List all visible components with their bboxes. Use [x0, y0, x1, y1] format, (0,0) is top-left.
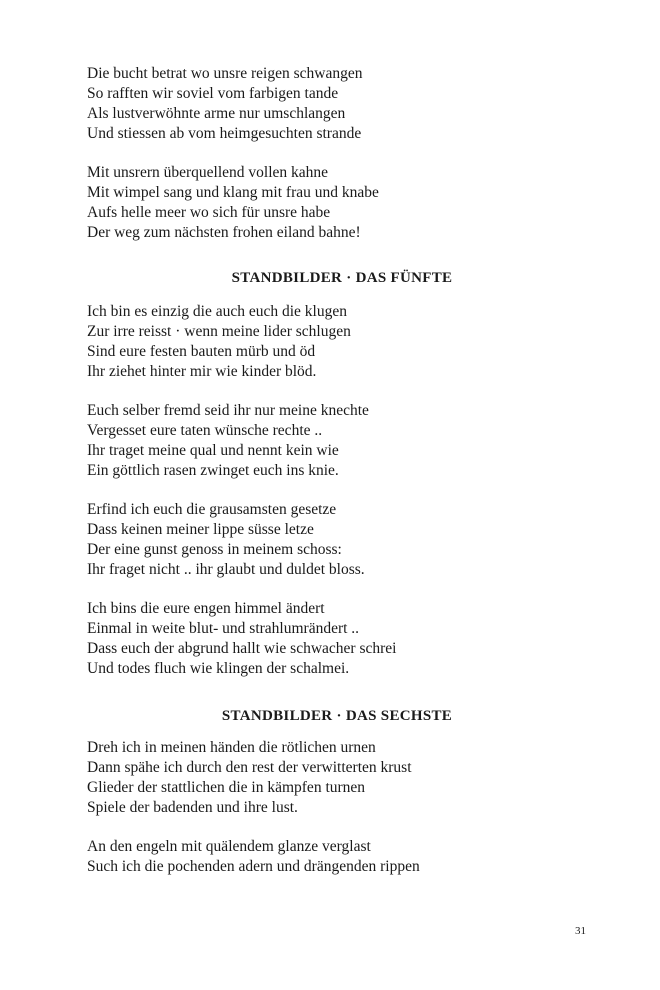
- fuenfte-stanza-2: [87, 401, 587, 481]
- fuenfte-stanza-3: [87, 500, 587, 580]
- verse-line: Der eine gunst genoss in meinem schoss:: [87, 541, 342, 558]
- intro-stanza-2: [87, 163, 587, 243]
- sechste-stanza-1: [87, 738, 587, 818]
- verse-line: Ich bins die eure engen himmel ändert: [87, 600, 325, 617]
- verse-line: Und stiessen ab vom heimgesuchten strande: [87, 125, 362, 142]
- verse-line: Glieder der stattlichen die in kämpfen turnen: [87, 779, 366, 796]
- sechste-stanza-2: [87, 837, 587, 877]
- verse-line: Dass keinen meiner lippe süsse letze: [87, 521, 314, 538]
- verse-line: Mit unsrern überquellend vollen kahne: [87, 164, 329, 181]
- verse-line: Ich bin es einzig die auch euch die klugen: [87, 303, 347, 320]
- verse-line: Dreh ich in meinen händen die rötlichen urnen: [87, 739, 376, 756]
- verse-line: Ein göttlich rasen zwinget euch ins knie.: [87, 462, 339, 479]
- fuenfte-stanza-1: [87, 302, 587, 382]
- verse-line: Ihr ziehet hinter mir wie kinder blöd.: [87, 363, 317, 380]
- verse-line: Und todes fluch wie klingen der schalmei.: [87, 660, 350, 677]
- section-heading-sechste: STANDBILDER · DAS SECHSTE: [221, 708, 453, 724]
- verse-line: Erfind ich euch die grausamsten gesetze: [87, 501, 337, 518]
- section-heading-fuenfte: STANDBILDER · DAS FÜNFTE: [231, 270, 453, 286]
- verse-line: So rafften wir soviel vom farbigen tande: [87, 85, 339, 102]
- verse-line: Aufs helle meer wo sich für unsre habe: [87, 204, 331, 221]
- verse-line: Spiele der badenden und ihre lust.: [87, 799, 298, 816]
- verse-line: Ihr traget meine qual und nennt kein wie: [87, 442, 339, 459]
- verse-line: Einmal in weite blut- und strahlumrändert ..: [87, 620, 360, 637]
- fuenfte-stanza-4: [87, 599, 587, 679]
- intro-stanza-1: [87, 64, 587, 144]
- verse-line: Dass euch der abgrund hallt wie schwacher schrei: [87, 640, 397, 657]
- verse-line: Sind eure festen bauten mürb und öd: [87, 343, 316, 360]
- verse-line: Vergesset eure taten wünsche rechte ..: [87, 422, 323, 439]
- verse-line: Euch selber fremd seid ihr nur meine knechte: [87, 402, 369, 419]
- verse-line: Dann spähe ich durch den rest der verwitterten krust: [87, 759, 412, 776]
- verse-line: Such ich die pochenden adern und drängenden rippen: [87, 858, 420, 875]
- verse-line: Die bucht betrat wo unsre reigen schwangen: [87, 65, 363, 82]
- verse-line: Der weg zum nächsten frohen eiland bahne!: [87, 224, 361, 241]
- verse-line: Mit wimpel sang und klang mit frau und knabe: [87, 184, 379, 201]
- page-number: 31: [575, 925, 586, 937]
- verse-line: Zur irre reisst · wenn meine lider schlugen: [87, 323, 351, 340]
- verse-line: An den engeln mit quälendem glanze verglast: [87, 838, 371, 855]
- verse-line: Ihr fraget nicht .. ihr glaubt und duldet bloss.: [87, 561, 365, 578]
- verse-line: Als lustverwöhnte arme nur umschlangen: [87, 105, 346, 122]
